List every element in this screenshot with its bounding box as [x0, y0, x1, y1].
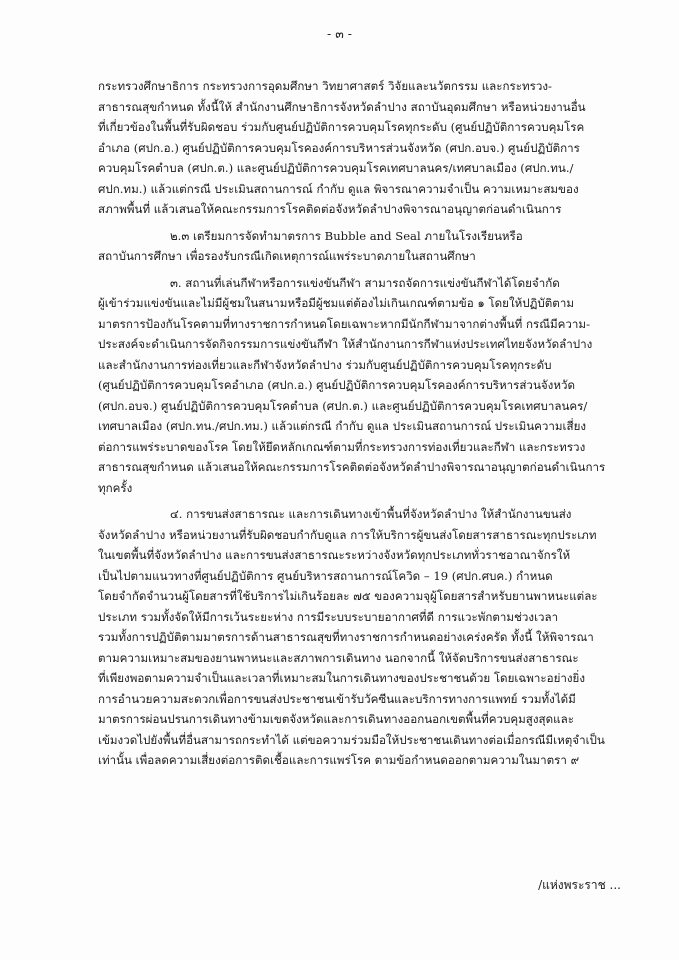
paragraph-section-3: [98, 273, 618, 499]
text-line: ศปก.ทม.) แล้วแต่กรณี ประเมินสถานการณ์ กำกับ ดูแล พิจารณาความจำเป็น ความเหมาะสมของ: [98, 181, 579, 196]
text-line: ๒.๓ เตรียมการจัดทำมาตรการ Bubble and Seal ภายในโรงเรียนหรือ: [170, 228, 523, 243]
text-line: มาตรการผ่อนปรนการเดินทางข้ามเขตจังหวัดและการเดินทางออกนอกเขตพื้นที่ควบคุมสูงสุดและ: [98, 712, 574, 726]
text-line: เข้มงวดไปยังพื้นที่อื่นสามารถกระทำได้ แต่ขอความร่วมมือให้ประชาชนเดินทางต่อเมื่อกรณีมีเหตุจำเป็น: [98, 732, 605, 747]
text-line: ตามความเหมาะสมของยานพาหนะและสภาพการเดินทาง นอกจากนี้ ให้จัดบริการขนส่งสาธารณะ: [98, 650, 579, 665]
text-line: ผู้เข้าร่วมแข่งขันและไม่มีผู้ชมในสนามหรือมีผู้ชมแต่ต้องไม่เกินเกณฑ์ตามข้อ ๑ โดยให้ปฏิบัติตาม: [98, 296, 574, 310]
text-line: (ศูนย์ปฏิบัติการควบคุมโรคอำเภอ (ศปก.อ.) ศูนย์ปฏิบัติการควบคุมโรคองค์การบริหารส่วนจังหวัด: [98, 378, 576, 392]
text-line: ที่เกี่ยวข้องในพื้นที่รับผิดชอบ ร่วมกับศูนย์ปฏิบัติการควบคุมโรคทุกระดับ (ศูนย์ปฏิบัติการควบคุมโรค: [98, 120, 585, 134]
text-line: อำเภอ (ศปก.อ.) ศูนย์ปฏิบัติการควบคุมโรคองค์การบริหารส่วนจังหวัด (ศปก.อบจ.) ศูนย์ปฏิบัติการ: [98, 140, 580, 155]
paragraph-intro-continued: [98, 76, 618, 220]
text-line: ๓. สถานที่เล่นกีฬาหรือการแข่งขันกีฬา สามารถจัดการแข่งขันกีฬาได้โดยจำกัด: [170, 275, 560, 290]
text-line: รวมทั้งการปฏิบัติตามมาตรการด้านสาธารณสุขที่ทางราชการกำหนดอย่างเคร่งครัด ทั้งนี้ ให้พิจารณา: [98, 630, 594, 644]
text-line: เป็นไปตามแนวทางที่ศูนย์ปฏิบัติการ ศูนย์บริหารสถานการณ์โควิด – 19 (ศปก.ศบค.) กำหนด: [98, 568, 553, 583]
continuation-marker: /แห่งพระราช ...: [538, 878, 621, 892]
text-line: (ศปก.อบจ.) ศูนย์ปฏิบัติการควบคุมโรคตำบล (ศปก.ต.) และศูนย์ปฏิบัติการควบคุมโรคเทศบาลนคร/: [98, 398, 588, 413]
text-line: ต่อการแพร่ระบาดของโรค โดยให้ยึดหลักเกณฑ์ตามที่กระทรวงการท่องเที่ยวและกีฬา และกระทรวง: [98, 439, 586, 454]
text-line: ประเภท รวมทั้งจัดให้มีการเว้นระยะห่าง การมีระบบระบายอากาศที่ดี การแวะพักตามช่วงเวลา: [98, 609, 559, 624]
text-line: ในเขตพื้นที่จังหวัดลำปาง และการขนส่งสาธารณะระหว่างจังหวัดทุกประเภททั่วราชอาณาจักรให้: [98, 548, 571, 562]
text-line: สาธารณสุขกำหนด ทั้งนี้ให้ สำนักงานศึกษาธิการจังหวัดลำปาง สถาบันอุดมศึกษา หรือหน่วยงานอื่น: [98, 99, 586, 114]
text-line: และสำนักงานการท่องเที่ยวและกีฬาจังหวัดลำปาง ร่วมกับศูนย์ปฏิบัติการควบคุมโรคทุกระดับ: [98, 357, 552, 372]
text-line: เท่านั้น เพื่อลดความเสี่ยงต่อการติดเชื้อและการแพร่โรค ตามข้อกำหนดออกตามความในมาตรา ๙: [98, 753, 580, 767]
text-line: ๔. การขนส่งสาธารณะ และการเดินทางเข้าพื้นที่จังหวัดลำปาง ให้สำนักงานขนส่ง: [170, 507, 572, 521]
text-line: สาธารณสุขกำหนด แล้วเสนอให้คณะกรรมการโรคติดต่อจังหวัดลำปางพิจารณาอนุญาตก่อนดำเนินการ: [98, 460, 606, 474]
text-line: เทศบาลเมือง (ศปก.ทน./ศปก.ทม.) แล้วแต่กรณี กำกับ ดูแล ประเมินสถานการณ์ ประเมินความเสี่ยง: [98, 419, 587, 433]
text-line: จังหวัดลำปาง หรือหน่วยงานที่รับผิดชอบกำกับดูแล การให้บริการผู้ขนส่งโดยสารสาธารณะทุกประเภท: [98, 527, 597, 542]
text-line: มาตรการป้องกันโรคตามที่ทางราชการกำหนดโดยเฉพาะหากมีนักกีฬามาจากต่างพื้นที่ กรณีมีความ-: [98, 316, 590, 331]
paragraph-section-4: [98, 504, 618, 771]
text-line: กระทรวงศึกษาธิการ กระทรวงการอุดมศึกษา วิทยาศาสตร์ วิจัยและนวัตกรรม และกระทรวง-: [98, 79, 552, 93]
text-line: สภาพพื้นที่ แล้วเสนอให้คณะกรรมการโรคติดต่อจังหวัดลำปางพิจารณาอนุญาตก่อนดำเนินการ: [98, 202, 562, 216]
text-line: ทุกครั้ง: [98, 480, 133, 495]
paragraph-section-2-3: [98, 226, 618, 267]
text-line: สถาบันการศึกษา เพื่อรองรับกรณีเกิดเหตุการณ์แพร่ระบาดภายในสถานศึกษา: [98, 249, 476, 263]
text-line: โดยจำกัดจำนวนผู้โดยสารที่ใช้บริการไม่เกินร้อยละ ๗๕ ของความจุผู้โดยสารสำหรับยานพาหนะแต่ละ: [98, 589, 598, 603]
page-number: - ๓ -: [327, 26, 352, 41]
text-line: ประสงค์จะดำเนินการจัดกิจกรรมการแข่งขันกีฬา ให้สำนักงานการกีฬาแห่งประเทศไทยจังหวัดลำปาง: [98, 337, 593, 351]
text-line: การอำนวยความสะดวกเพื่อการขนส่งประชาชนเข้ารับวัคซีนและบริการทางการแพทย์ รวมทั้งได้มี: [98, 691, 576, 706]
document-body: [98, 76, 618, 771]
text-line: ที่เพียงพอตามความจำเป็นและเวลาที่เหมาะสมในการเดินทางของประชาชนด้วย โดยเฉพาะอย่างยิ่ง: [98, 671, 585, 685]
text-line: ควบคุมโรคตำบล (ศปก.ต.) และศูนย์ปฏิบัติการควบคุมโรคเทศบาลนคร/เทศบาลเมือง (ศปก.ทน./: [98, 161, 574, 175]
